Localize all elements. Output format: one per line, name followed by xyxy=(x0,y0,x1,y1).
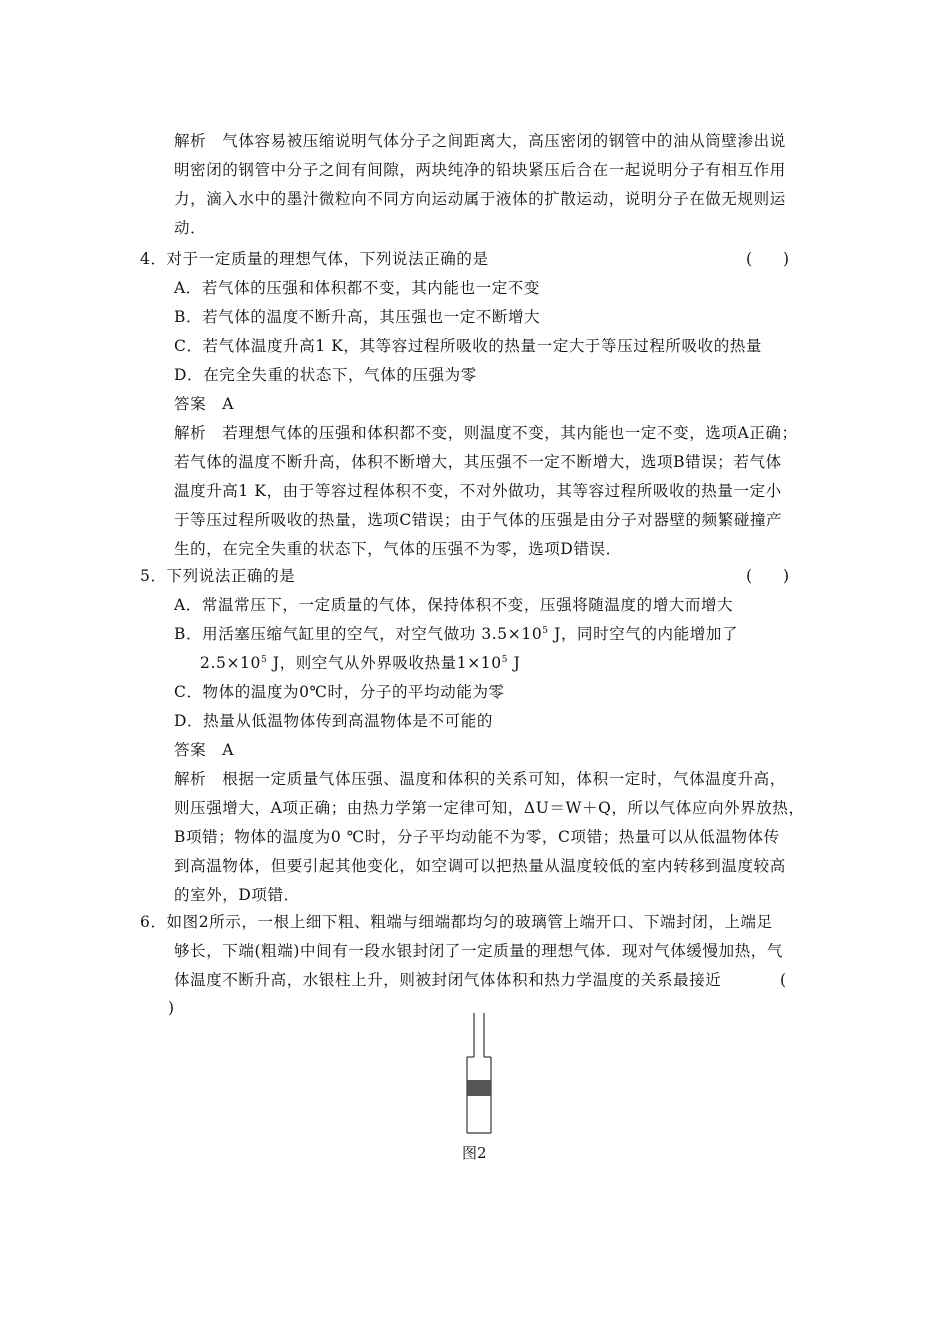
question-4-stem: 4．对于一定质量的理想气体，下列说法正确的是 xyxy=(140,250,489,268)
question-6-stem-line-2: 够长，下端(粗端)中间有一段水银封闭了一定质量的理想气体．现对气体缓慢加热，气 xyxy=(174,942,783,960)
question-4-analysis-line-5: 生的，在完全失重的状态下，气体的压强不为零，选项D错误． xyxy=(174,540,622,558)
analysis-q3-line-2: 明密闭的钢管中分子之间有间隙，两块纯净的铅块紧压后合在一起说明分子有相互作用 xyxy=(174,161,786,179)
question-4-analysis-line-2: 若气体的温度不断升高，体积不断增大，其压强不一定不断增大，选项B错误；若气体 xyxy=(174,453,782,471)
option-b-text-5: J xyxy=(508,654,521,672)
option-b-exponent-3: 5 xyxy=(501,655,509,665)
mercury-column xyxy=(468,1080,491,1096)
option-b-text-2: J，同时空气的内能增加了 xyxy=(548,625,739,643)
question-6-stem-line-3: 体温度不断升高，水银柱上升，则被封闭气体体积和热力学温度的关系最接近 xyxy=(174,971,722,989)
option-b-text-4: J，则空气从外界吸收热量1×10 xyxy=(267,654,502,672)
question-4-option-c: C．若气体温度升高1 K，其等容过程所吸收的热量一定大于等压过程所吸收的热量 xyxy=(174,337,763,355)
question-5-analysis-line-5: 的室外，D项错． xyxy=(174,886,300,904)
question-5-option-b-line-1 xyxy=(174,624,738,644)
question-4-option-d: D．在完全失重的状态下，气体的压强为零 xyxy=(174,366,477,384)
option-b-text-1: B．用活塞压缩气缸里的空气，对空气做功 3.5×10 xyxy=(174,625,543,643)
option-b-exponent-2: 5 xyxy=(260,655,268,665)
question-5-option-a: A．常温常压下，一定质量的气体，保持体积不变，压强将随温度的增大而增大 xyxy=(174,596,734,614)
question-4-analysis-line-3: 温度升高1 K，由于等容过程体积不变，不对外做功，其等容过程所吸收的热量一定小 xyxy=(174,482,782,500)
glass-tube-figure xyxy=(450,1010,510,1160)
analysis-q3-line-1: 解析 气体容易被压缩说明气体分子之间距离大，高压密闭的钢管中的油从筒壁渗出说 xyxy=(174,132,786,150)
question-6-stem-line-1: 6．如图2所示，一根上细下粗、粗端与细端都均匀的玻璃管上端开口、下端封闭，上端足 xyxy=(140,913,773,931)
analysis-q3-line-3: 力，滴入水中的墨汁微粒向不同方向运动属于液体的扩散运动，说明分子在做无规则运 xyxy=(174,190,786,208)
question-5-stem: 5．下列说法正确的是 xyxy=(140,567,296,585)
question-4-option-b: B．若气体的温度不断升高，其压强也一定不断增大 xyxy=(174,308,541,326)
question-4-analysis-line-4: 于等压过程所吸收的热量，选项C错误；由于气体的压强是由分子对器壁的频繁碰撞产 xyxy=(174,511,783,529)
question-4-option-a: A．若气体的压强和体积都不变，其内能也一定不变 xyxy=(174,279,540,297)
question-5-answer-blank: ( ) xyxy=(746,567,790,585)
question-4-answer-blank: ( ) xyxy=(746,250,790,268)
question-5-analysis-line-4: 到高温物体，但要引起其他变化，如空调可以把热量从温度较低的室内转移到温度较高 xyxy=(174,857,786,875)
option-b-text-3: 2.5×10 xyxy=(200,654,261,672)
question-5-option-b-line-2 xyxy=(200,653,520,673)
question-5-analysis-line-1: 解析 根据一定质量气体压强、温度和体积的关系可知，体积一定时，气体温度升高， xyxy=(174,770,786,788)
question-4-analysis-line-1: 解析 若理想气体的压强和体积都不变，则温度不变，其内能也一定不变，选项A正确； xyxy=(174,424,798,442)
question-5-analysis-line-2: 则压强增大，A项正确；由热力学第一定律可知，ΔU＝W＋Q，所以气体应向外界放热， xyxy=(174,799,805,817)
analysis-q3-line-4: 动． xyxy=(174,219,207,237)
question-5-option-c: C．物体的温度为0℃时，分子的平均动能为零 xyxy=(174,683,505,701)
question-6-paren-close: ) xyxy=(168,999,175,1017)
question-5-analysis-line-3: B项错；物体的温度为0 ℃时，分子平均动能不为零，C项错；热量可以从低温物体传 xyxy=(174,828,780,846)
option-b-exponent-1: 5 xyxy=(542,626,549,636)
question-5-option-d: D．热量从低温物体传到高温物体是不可能的 xyxy=(174,712,493,730)
figure-caption: 图2 xyxy=(462,1144,487,1162)
question-6-paren-open: ( xyxy=(780,971,787,989)
question-4-answer: 答案 A xyxy=(174,395,235,413)
question-5-answer: 答案 A xyxy=(174,741,235,759)
